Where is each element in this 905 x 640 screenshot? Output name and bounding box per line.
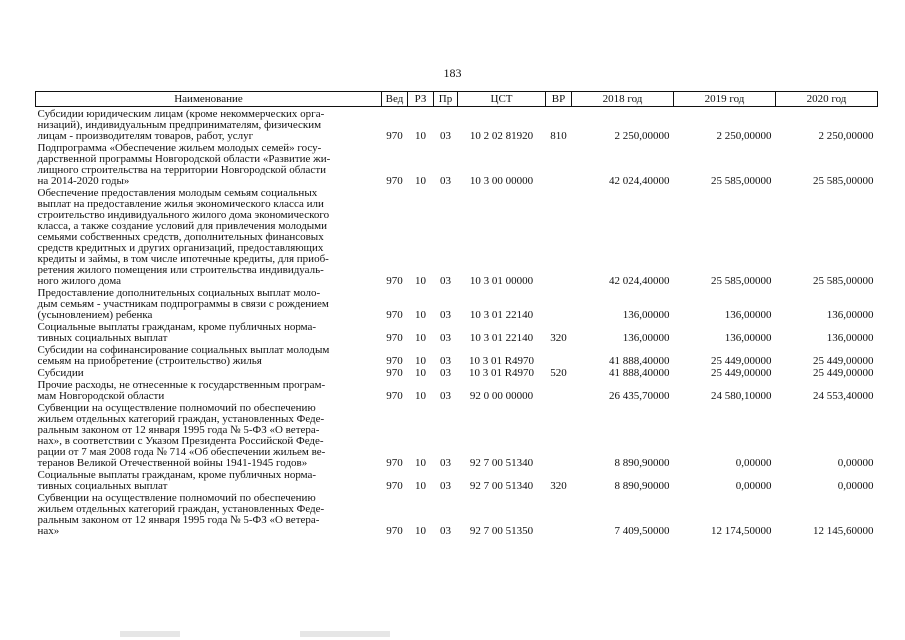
row-name: Субвенции на осуществление полномочий по обеспечению жильем отдельных категорий граждан, установленных Феде- ральным законом от 12 января 1995 года № 5-ФЗ «О ветера- нах», в соответствии с Указом Президента Российской Феде- рации от 7 мая 2008 года № 714 «Об обеспечении жильем ве- теранов Великой Отечественной войны 1941-1945 годов» bbox=[37, 402, 326, 469]
row-vr bbox=[546, 403, 572, 470]
row-vr bbox=[546, 380, 572, 403]
row-rz: 10 bbox=[415, 309, 426, 321]
row-2020-amount: 0,00000 bbox=[837, 480, 874, 492]
row-cst: 10 3 01 22140 bbox=[469, 332, 534, 344]
cut-off-line-left bbox=[120, 631, 180, 637]
row-pr: 03 bbox=[440, 175, 451, 187]
row-cst: 92 7 00 51340 bbox=[469, 480, 534, 492]
row-rz: 10 bbox=[415, 390, 426, 402]
row-2020-amount: 136,00000 bbox=[826, 309, 874, 321]
header-2019: 2019 год bbox=[674, 92, 776, 107]
table-body bbox=[36, 107, 878, 539]
row-cst: 10 2 02 81920 bbox=[469, 130, 534, 142]
row-rz: 10 bbox=[415, 175, 426, 187]
row-2020-amount: 12 145,60000 bbox=[813, 525, 874, 537]
row-cst: 10 3 01 22140 bbox=[469, 309, 534, 321]
row-2018-amount: 136,00000 bbox=[622, 309, 670, 321]
row-rz: 10 bbox=[415, 275, 426, 287]
row-pr: 03 bbox=[440, 457, 451, 469]
row-2019-amount: 0,00000 bbox=[735, 457, 772, 469]
row-ved: 970 bbox=[386, 525, 403, 537]
row-name: Прочие расходы, не отнесенные к государственным програм- мам Новгородской области bbox=[37, 379, 326, 402]
row-pr: 03 bbox=[440, 309, 451, 321]
row-vr bbox=[546, 188, 572, 288]
row-name: Подпрограмма «Обеспечение жильем молодых семей» госу- дарственной программы Новгородской области «Развитие жи- лищного строительства на территории Новгородской области на 2014-2020 годы» bbox=[37, 142, 331, 187]
row-name: Субсидии bbox=[37, 367, 84, 379]
row-ved: 970 bbox=[386, 275, 403, 287]
row-2020-amount: 2 250,00000 bbox=[818, 130, 874, 142]
table-row bbox=[36, 107, 878, 144]
row-name: Предоставление дополнительных социальных выплат моло- дым семьям - участникам подпрограммы в связи с рождением (усыновлением) ребенка bbox=[37, 287, 329, 321]
row-2018-amount: 8 890,90000 bbox=[614, 457, 670, 469]
row-cst: 92 7 00 51350 bbox=[469, 525, 534, 537]
row-vr: 810 bbox=[550, 130, 567, 142]
row-vr bbox=[546, 288, 572, 322]
page-number: 183 bbox=[443, 66, 462, 80]
row-cst: 10 3 01 R4970 bbox=[468, 367, 535, 379]
table-row bbox=[36, 288, 878, 322]
row-2018-amount: 7 409,50000 bbox=[614, 525, 670, 537]
row-rz: 10 bbox=[415, 480, 426, 492]
row-2020-amount: 25 585,00000 bbox=[813, 175, 874, 187]
row-pr: 03 bbox=[440, 367, 451, 379]
row-vr: 320 bbox=[550, 480, 567, 492]
header-2018: 2018 год bbox=[572, 92, 674, 107]
row-2019-amount: 24 580,10000 bbox=[711, 390, 772, 402]
row-2019-amount: 0,00000 bbox=[735, 480, 772, 492]
table-row bbox=[36, 380, 878, 403]
row-pr: 03 bbox=[440, 390, 451, 402]
row-pr: 03 bbox=[440, 130, 451, 142]
table-row bbox=[36, 493, 878, 538]
row-ved: 970 bbox=[386, 130, 403, 142]
row-2020-amount: 24 553,40000 bbox=[813, 390, 874, 402]
row-2018-amount: 42 024,40000 bbox=[609, 175, 670, 187]
row-ved: 970 bbox=[386, 390, 403, 402]
row-vr bbox=[546, 345, 572, 368]
row-2018-amount: 41 888,40000 bbox=[609, 355, 670, 367]
row-2018-amount: 136,00000 bbox=[622, 332, 670, 344]
row-2019-amount: 136,00000 bbox=[724, 332, 772, 344]
row-2020-amount: 25 585,00000 bbox=[813, 275, 874, 287]
row-name: Субвенции на осуществление полномочий по обеспечению жильем отдельных категорий граждан, установленных Феде- ральным законом от 12 января 1995 года № 5-ФЗ «О ветера- нах» bbox=[37, 492, 325, 537]
row-ved: 970 bbox=[386, 332, 403, 344]
row-cst: 10 3 01 00000 bbox=[469, 275, 534, 287]
header-vr: ВР bbox=[546, 92, 572, 107]
row-name: Субсидии на софинансирование социальных выплат молодым семьям на приобретение (строительство) жилья bbox=[37, 344, 330, 367]
row-2018-amount: 26 435,70000 bbox=[609, 390, 670, 402]
row-name: Социальные выплаты гражданам, кроме публичных норма- тивных социальных выплат bbox=[37, 469, 317, 492]
row-rz: 10 bbox=[415, 525, 426, 537]
row-cst: 10 3 00 00000 bbox=[469, 175, 534, 187]
row-name: Субсидии юридическим лицам (кроме некоммерческих орга- низаций), индивидуальным предпринимателям, физическим лицам - производителям товаров, работ, услуг bbox=[37, 108, 325, 142]
row-2019-amount: 25 585,00000 bbox=[711, 275, 772, 287]
row-vr: 520 bbox=[550, 367, 567, 379]
row-2018-amount: 2 250,00000 bbox=[614, 130, 670, 142]
row-vr bbox=[546, 143, 572, 188]
row-vr bbox=[546, 493, 572, 538]
table-row bbox=[36, 322, 878, 345]
row-2018-amount: 8 890,90000 bbox=[614, 480, 670, 492]
row-2019-amount: 25 449,00000 bbox=[711, 355, 772, 367]
row-ved: 970 bbox=[386, 457, 403, 469]
header-2020: 2020 год bbox=[776, 92, 878, 107]
header-pr: Пр bbox=[434, 92, 458, 107]
row-2018-amount: 42 024,40000 bbox=[609, 275, 670, 287]
row-ved: 970 bbox=[386, 480, 403, 492]
row-ved: 970 bbox=[386, 309, 403, 321]
row-2020-amount: 136,00000 bbox=[826, 332, 874, 344]
row-2019-amount: 2 250,00000 bbox=[716, 130, 772, 142]
cut-off-line-right bbox=[300, 631, 390, 637]
header-name: Наименование bbox=[36, 92, 382, 107]
row-pr: 03 bbox=[440, 355, 451, 367]
row-ved: 970 bbox=[386, 175, 403, 187]
table-row bbox=[36, 403, 878, 470]
row-name: Социальные выплаты гражданам, кроме публичных норма- тивных социальных выплат bbox=[37, 321, 317, 344]
row-2020-amount: 25 449,00000 bbox=[813, 367, 874, 379]
row-ved: 970 bbox=[386, 355, 403, 367]
table-row bbox=[36, 345, 878, 368]
row-2020-amount: 0,00000 bbox=[837, 457, 874, 469]
table-row bbox=[36, 188, 878, 288]
row-pr: 03 bbox=[440, 480, 451, 492]
table-row bbox=[36, 470, 878, 493]
row-rz: 10 bbox=[415, 130, 426, 142]
row-2019-amount: 25 449,00000 bbox=[711, 367, 772, 379]
row-2019-amount: 12 174,50000 bbox=[711, 525, 772, 537]
row-cst: 92 0 00 00000 bbox=[469, 390, 534, 402]
row-pr: 03 bbox=[440, 525, 451, 537]
row-2019-amount: 136,00000 bbox=[724, 309, 772, 321]
header-ved: Вед bbox=[382, 92, 408, 107]
row-ved: 970 bbox=[386, 367, 403, 379]
table-row bbox=[36, 143, 878, 188]
row-rz: 10 bbox=[415, 355, 426, 367]
row-rz: 10 bbox=[415, 332, 426, 344]
row-rz: 10 bbox=[415, 367, 426, 379]
row-name: Обеспечение предоставления молодым семьям социальных выплат на предоставление жилья экономического класса или строительство индивидуального жилого дома экономического класса, а также создание условий для привлечения молодыми семьями собственных средств, дополнительных финансовых средств кредитных и других организаций, предоставляющих кредиты и займы, в том числе ипотечные кредиты, для приоб- ретения жилого помещения или строительства индивидуаль- ного жилого дома bbox=[37, 187, 330, 287]
row-cst: 92 7 00 51340 bbox=[469, 457, 534, 469]
row-pr: 03 bbox=[440, 332, 451, 344]
row-2020-amount: 25 449,00000 bbox=[813, 355, 874, 367]
row-2018-amount: 41 888,40000 bbox=[609, 367, 670, 379]
table-header-row bbox=[36, 92, 878, 107]
header-cst: ЦСТ bbox=[458, 92, 546, 107]
row-rz: 10 bbox=[415, 457, 426, 469]
row-pr: 03 bbox=[440, 275, 451, 287]
row-cst: 10 3 01 R4970 bbox=[468, 355, 535, 367]
row-2019-amount: 25 585,00000 bbox=[711, 175, 772, 187]
row-vr: 320 bbox=[550, 332, 567, 344]
header-rz: РЗ bbox=[408, 92, 434, 107]
budget-table bbox=[35, 91, 878, 538]
